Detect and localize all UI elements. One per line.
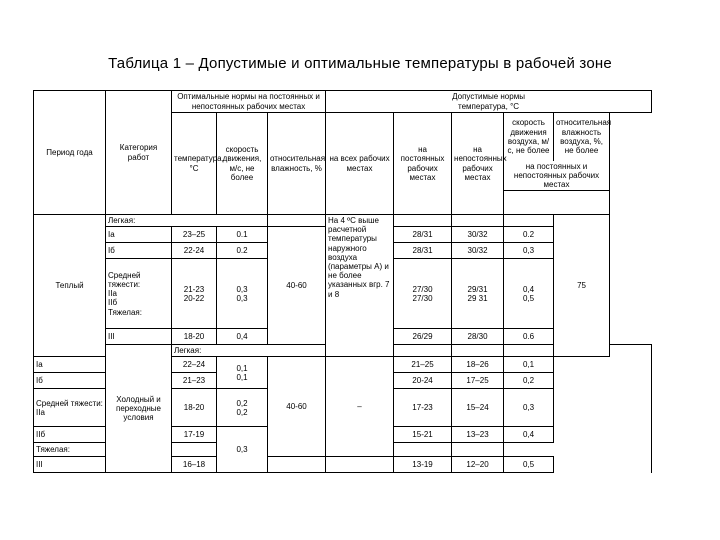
cold-heavy-label: Тяжелая:	[34, 443, 172, 457]
cold-iii-temp: 16–18	[172, 457, 217, 473]
cold-medium-label: Средней тяжести:	[36, 398, 103, 408]
cold-iii-perm: 13-19	[394, 457, 452, 473]
warm-ii-allowed-speed: 0,4 0,5	[504, 259, 554, 329]
header-period: Период года	[34, 91, 106, 215]
cold-ia-perm: 21–25	[394, 357, 452, 373]
cold-ib-nonperm: 17–25	[452, 373, 504, 389]
header-allowed-group	[326, 91, 652, 113]
header-opt-speed: скорость движения, м/с, не более	[217, 113, 268, 215]
warm-ib: Iб	[106, 243, 172, 259]
cold-ia-nonperm: 18–26	[452, 357, 504, 373]
warm-note: На 4 ºС выше расчетной температуры наружного воздуха (параметры А) и не более указанных вгр. 7 и 8	[326, 215, 394, 357]
header-allowed-humidity: относительная влажность воздуха, %, не более	[554, 113, 610, 161]
cold-iii: III	[34, 457, 106, 473]
header-permanent: на постоянных рабочих местах	[394, 113, 452, 215]
warm-ii-nonperm: 29/31 29 31	[452, 259, 504, 329]
warm-iii-allowed-speed: 0.6	[504, 329, 554, 345]
header-nonpermanent: на непостоянных рабочих местах	[452, 113, 504, 215]
cold-ib-allowed-speed: 0,2	[504, 373, 554, 389]
warm-ib-perm: 28/31	[394, 243, 452, 259]
header-opt-temp: температура, °С	[172, 113, 217, 215]
cold-ib-perm: 20-24	[394, 373, 452, 389]
header-all-workplaces: на всех рабочих местах	[326, 113, 394, 215]
cold-iib-temp: 17-19	[172, 427, 217, 443]
header-row-1	[34, 91, 652, 113]
warm-ii-perm: 27/30 27/30	[394, 259, 452, 329]
cold-iia-temp: 18-20	[172, 389, 217, 427]
cold-medium-block	[34, 389, 106, 427]
cold-all-workplaces-dash: –	[326, 357, 394, 457]
warm-medium-label: Средней тяжести:	[108, 270, 141, 289]
table-title: Таблица 1 – Допустимые и оптимальные температуры в рабочей зоне	[108, 55, 612, 72]
warm-heavy-label: Тяжелая:	[108, 307, 142, 317]
warm-ia-perm: 28/31	[394, 227, 452, 243]
cold-iaib-speed: 0,1 0,1	[217, 357, 268, 389]
warm-ii-temp: 21-23 20-22	[172, 259, 217, 329]
cold-iia-nonperm: 15–24	[452, 389, 504, 427]
warm-light-row	[34, 215, 652, 227]
cold-iib: IIб	[34, 427, 106, 443]
cold-iib-perm: 15-21	[394, 427, 452, 443]
warm-period: Теплый	[34, 215, 106, 357]
warm-iii-nonperm: 28/30	[452, 329, 504, 345]
warm-iii-temp: 18-20	[172, 329, 217, 345]
warm-medium-block	[106, 259, 172, 329]
header-allowed-speed: скорость движения воздуха, м/с, не более	[504, 113, 554, 161]
cold-iib-nonperm: 13–23	[452, 427, 504, 443]
warm-ia-allowed-speed: 0.2	[504, 227, 554, 243]
cold-iii-allowed-speed: 0,5	[504, 457, 554, 473]
warm-ia-speed: 0.1	[217, 227, 268, 243]
header-temp-label: температура, °С	[458, 101, 520, 111]
header-both-places: на постоянных и непостоянных рабочих местах	[504, 161, 610, 191]
cold-ia-allowed-speed: 0,1	[504, 357, 554, 373]
cold-iia-allowed-speed: 0,3	[504, 389, 554, 427]
cold-iibiii-speed: 0,3	[217, 427, 268, 473]
cold-iia-perm: 17-23	[394, 389, 452, 427]
warm-allowed-humidity: 75	[554, 215, 610, 357]
warm-iii-perm: 26/29	[394, 329, 452, 345]
warm-ib-nonperm: 30/32	[452, 243, 504, 259]
warm-iii: III	[106, 329, 172, 345]
cold-iii-nonperm: 12–20	[452, 457, 504, 473]
warm-ib-allowed-speed: 0,3	[504, 243, 554, 259]
warm-ia-nonperm: 30/32	[452, 227, 504, 243]
warm-ib-speed: 0.2	[217, 243, 268, 259]
warm-ia: Iа	[106, 227, 172, 243]
cold-ia-temp: 22–24	[172, 357, 217, 373]
cold-iia: IIа	[36, 407, 45, 417]
header-category: Категория работ	[106, 91, 172, 215]
warm-iib: IIб	[108, 298, 118, 308]
cold-humidity: 40-60	[268, 357, 326, 457]
cold-period: Холодный и переходные условия	[106, 345, 172, 473]
warm-light-label: Легкая:	[106, 215, 268, 227]
warm-ii-speed: 0,3 0,3	[217, 259, 268, 329]
warm-ia-temp: 23–25	[172, 227, 217, 243]
temperature-norms-table	[33, 90, 652, 473]
warm-humidity: 40-60	[268, 227, 326, 345]
cold-ia: Iа	[34, 357, 106, 373]
warm-iii-speed: 0,4	[217, 329, 268, 345]
cold-light-label: Легкая:	[172, 345, 326, 357]
warm-iia: IIа	[108, 289, 117, 299]
cold-ib: Iб	[34, 373, 106, 389]
warm-ib-temp: 22-24	[172, 243, 217, 259]
header-allowed-label: Допустимые нормы	[452, 92, 525, 102]
cold-iib-allowed-speed: 0,4	[504, 427, 554, 443]
header-opt-humidity: относительная влажность, %	[268, 113, 326, 215]
cold-ib-temp: 21–23	[172, 373, 217, 389]
header-optimal-group: Оптимальные нормы на постоянных и непостоянных рабочих местах	[172, 91, 326, 113]
cold-iia-speed: 0,2 0,2	[217, 389, 268, 427]
